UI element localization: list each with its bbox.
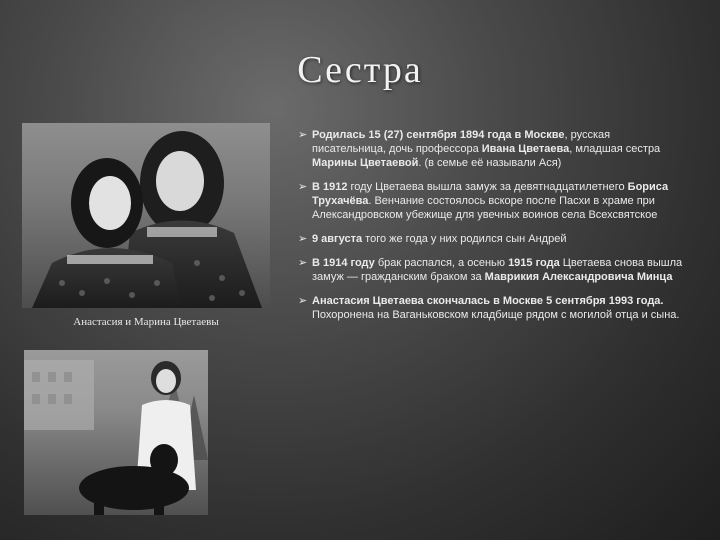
bullet-arrow-icon: ➢ <box>298 295 308 307</box>
photo-sisters-drawing <box>22 123 270 308</box>
bullet-text-bold: Ивана Цветаева <box>481 143 570 155</box>
bullet-text-bold: В 1914 году <box>312 257 375 269</box>
bullet-list <box>298 128 686 332</box>
bullet-text: году Цветаева вышла замуж за девятнадцатилетнего <box>347 181 628 193</box>
photo-caption: Анастасия и Марина Цветаевы <box>73 316 219 328</box>
bullet-item <box>298 128 686 170</box>
bullet-text: , младшая сестра <box>569 143 661 155</box>
bullet-text-bold: 1915 года <box>508 257 560 269</box>
bullet-item <box>298 232 686 246</box>
bullet-arrow-icon: ➢ <box>298 181 308 193</box>
bullet-item <box>298 180 686 222</box>
photo-girl-with-dog-drawing <box>24 350 208 515</box>
slide-title: Сестра <box>297 49 423 91</box>
bullet-text-bold: 9 августа <box>312 233 363 245</box>
photo-sisters <box>22 123 270 308</box>
bullet-arrow-icon: ➢ <box>298 233 308 245</box>
bullet-item <box>298 294 686 322</box>
bullet-text: . Венчание состоялось вскоре после Пасхи в храме при Александровском убежище для увечных воинов села Всехсвятское <box>312 195 658 221</box>
bullet-text: брак распался, а осенью <box>374 257 509 269</box>
bullet-text: того же года у них родился сын Андрей <box>362 233 567 245</box>
bullet-text-bold: Маврикия Александровича Минца <box>484 271 673 283</box>
bullet-text: , русская писательница, дочь профессора <box>312 129 611 155</box>
bullet-item <box>298 256 686 284</box>
bullet-text: Похоронена на Ваганьковском кладбище рядом с могилой отца и сына. <box>312 309 680 321</box>
bullet-text-bold: Родилась 15 (27) сентября 1894 года в Москве <box>312 129 565 141</box>
bullet-arrow-icon: ➢ <box>298 129 308 141</box>
bullet-text: . (в семье её называли Ася) <box>418 157 562 169</box>
bullet-text-bold: В 1912 <box>312 181 348 193</box>
bullet-text-bold: Бориса Трухачёва <box>312 181 669 207</box>
photo-girl-with-dog <box>24 350 208 515</box>
bullet-arrow-icon: ➢ <box>298 257 308 269</box>
bullet-text: Цветаева снова вышла замуж — гражданским браком за <box>312 257 683 283</box>
bullet-text-bold: Анастасия Цветаева скончалась в Москве 5 сентября 1993 года. <box>312 295 664 307</box>
bullet-text-bold: Марины Цветаевой <box>312 157 419 169</box>
